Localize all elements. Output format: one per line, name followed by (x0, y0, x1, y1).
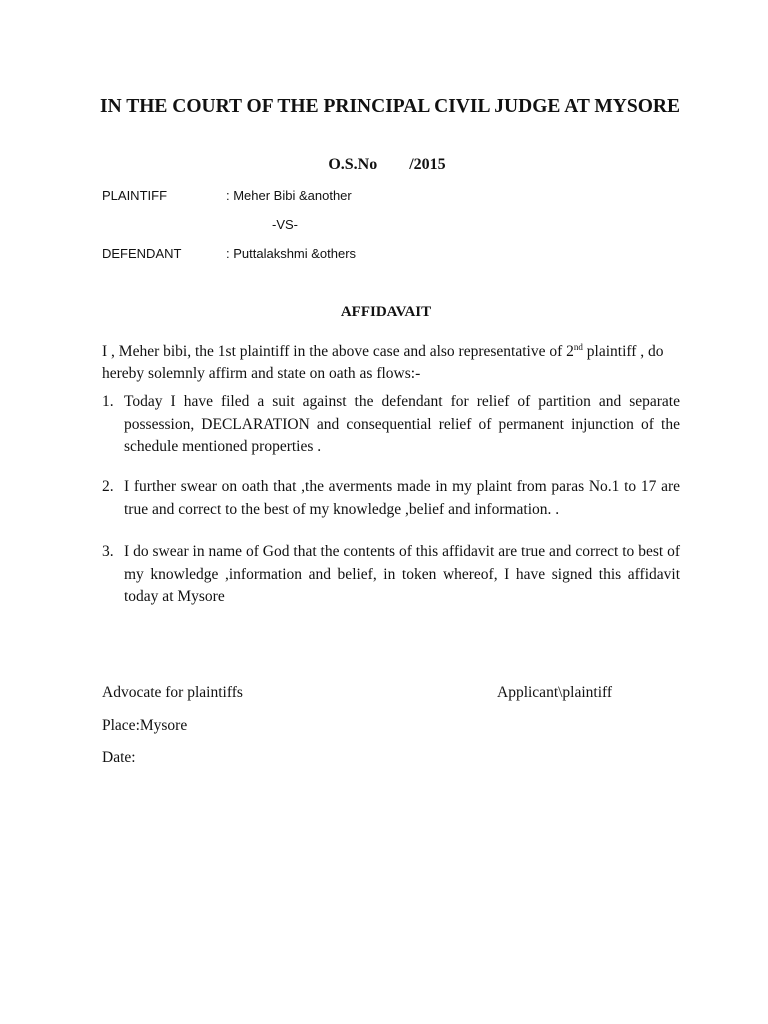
defendant-value: : Puttalakshmi &others (226, 246, 357, 261)
date-line: Date: (102, 749, 136, 766)
affidavit-heading: AFFIDAVAIT (340, 304, 432, 320)
intro-superscript: nd (573, 342, 583, 352)
court-title: IN THE COURT OF THE PRINCIPAL CIVIL JUDGE AT MYSORE (100, 96, 680, 117)
point-text: I further swear on oath that ,the averments made in my plaint from paras No.1 to 17 are true and correct to the best of my knowledge ,belief and information. . (124, 478, 680, 518)
affidavit-point (102, 476, 680, 521)
applicant-signature-label: Applicant\plaintiff (497, 684, 613, 701)
point-text: I do swear in name of God that the contents of this affidavit are true and correct to best of my knowledge ,information and belief, in token whereof, I have signed this affidavit today at Mysore (124, 543, 680, 605)
intro-text-end: plaintiff , do hereby solemnly affirm and state on oath as flows:- (102, 343, 664, 383)
point-number: 2. (102, 478, 114, 495)
affidavit-intro (102, 336, 682, 385)
advocate-signature-label: Advocate for plaintiffs (102, 684, 243, 701)
plaintiff-value: : Meher Bibi &another (226, 188, 352, 203)
point-text: Today I have filed a suit against the defendant for relief of partition and separate possession, DECLARATION and consequential relief of permanent injunction of the schedule mentioned properties . (124, 393, 680, 455)
point-number: 3. (102, 543, 114, 560)
intro-text-start: I , Meher bibi, the 1st plaintiff in the above case and also representative of 2 (102, 343, 574, 361)
case-number-prefix: O.S.No (328, 156, 378, 173)
case-number-year: /2015 (409, 156, 446, 173)
defendant-label: DEFENDANT (102, 246, 182, 261)
affidavit-point (102, 541, 680, 609)
place-line: Place:Mysore (102, 717, 188, 734)
versus-text: -VS- (272, 217, 298, 232)
plaintiff-label: PLAINTIFF (102, 188, 168, 203)
case-number (0, 156, 768, 174)
affidavit-point (102, 391, 680, 459)
point-number: 1. (102, 393, 114, 410)
